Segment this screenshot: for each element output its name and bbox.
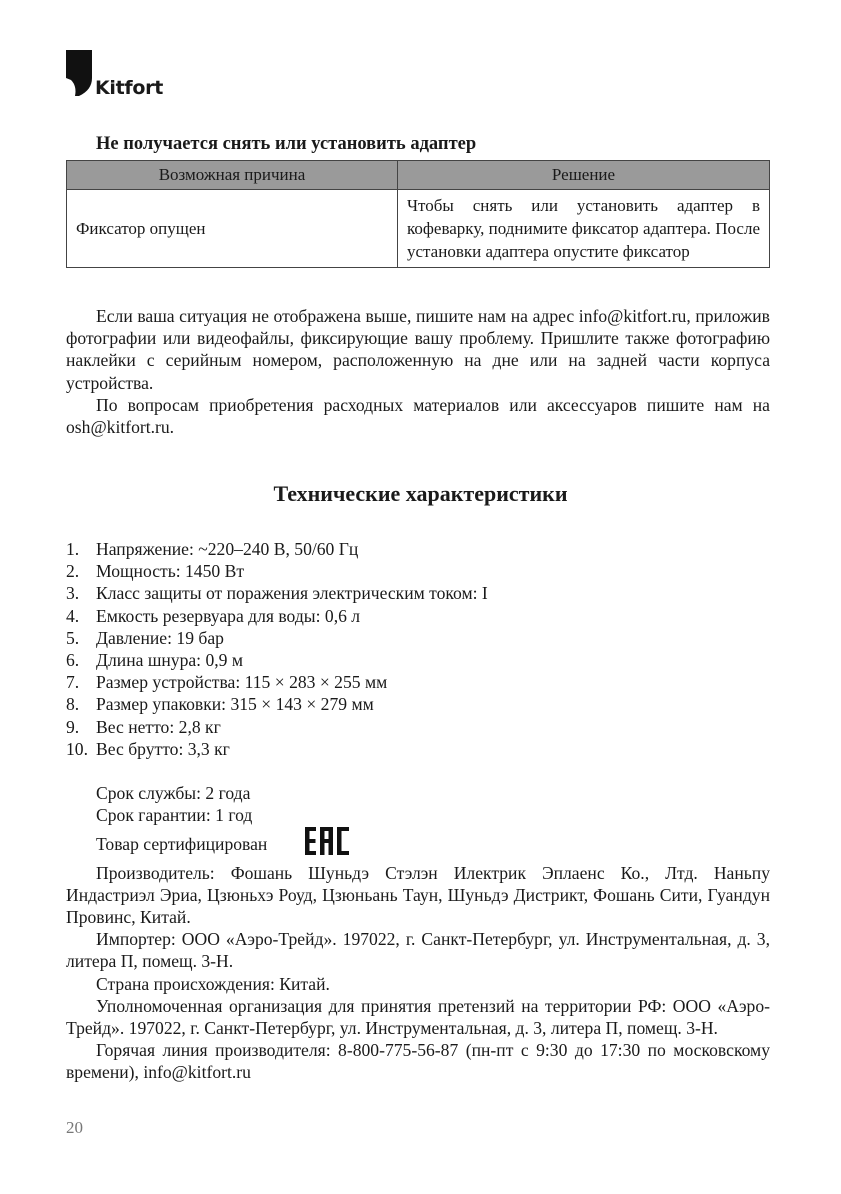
list-item: 1. Напряжение: ~220–240 В, 50/60 Гц [66, 539, 359, 559]
cause-cell: Фиксатор опущен [67, 190, 398, 268]
solution-cell: Чтобы снять или установить адаптер в кофеварку, поднимите фиксатор адаптера. После установки адаптера опустите фиксатор [398, 190, 770, 268]
authorized-organization: Уполномоченная организация для принятия претензий на территории РФ: ООО «Аэро-Трейд». 197022, г. Санкт-Петербург, ул. Инструментальная, д. 3, литера П, помещ. 3-Н. [66, 995, 770, 1039]
importer: Импортер: ООО «Аэро-Трейд». 197022, г. Санкт-Петербург, ул. Инструментальная, д. 3, литера П, помещ. 3-Н. [66, 929, 770, 972]
specs-list [66, 538, 488, 760]
kitfort-logo-mark-icon [66, 50, 92, 96]
service-life: Срок службы: 2 года [96, 783, 251, 803]
country-of-origin: Страна происхождения: Китай. [96, 973, 330, 994]
header-cause: Возможная причина [67, 161, 398, 190]
table-row [67, 190, 770, 268]
list-item: 2. Мощность: 1450 Вт [66, 561, 245, 582]
brand-logo [66, 50, 206, 98]
page-number: 20 [66, 1118, 83, 1137]
list-item: 7. Размер устройства: 115 × 283 × 255 мм [66, 672, 388, 693]
table-header-row [67, 161, 770, 190]
warranty-period: Срок гарантии: 1 год [96, 805, 253, 826]
specs-title: Технические характеристики [273, 481, 568, 506]
list-item: 6. Длина шнура: 0,9 м [66, 650, 243, 671]
hotline: Горячая линия производителя: 8-800-775-56-87 (пн-пт с 9:30 до 17:30 по московскому времени), info@kitfort.ru [66, 1040, 770, 1083]
list-item: 9. Вес нетто: 2,8 кг [66, 716, 221, 737]
trouble-table [66, 160, 770, 268]
certification-line [66, 826, 770, 861]
certification-text: Товар сертифицирован [96, 834, 268, 855]
list-item: 4. Емкость резервуара для воды: 0,6 л [66, 605, 361, 626]
service-info [66, 782, 770, 1084]
header-solution: Решение [398, 161, 770, 190]
trouble-title: Не получается снять или установить адаптер [96, 134, 477, 154]
list-item: 8. Размер упаковки: 315 × 143 × 279 мм [66, 694, 374, 715]
accessories-paragraph: По вопросам приобретения расходных материалов или аксессуаров пишите нам на osh@kitfort.ru. [66, 394, 770, 438]
contact-block [66, 305, 770, 438]
list-item: 5. Давление: 19 бар [66, 627, 224, 648]
brand-name: Kitfort [95, 77, 163, 99]
eac-mark-icon [273, 826, 351, 861]
contact-paragraph: Если ваша ситуация не отображена выше, пишите нам на адрес info@kitfort.ru, приложив фотографии или видеофайлы, фиксирующие вашу проблему. Пришлите также фотографию наклейки с серийным номером, расположенную на дне или на задней части корпуса устройства. [66, 306, 770, 393]
list-item: 10. Вес брутто: 3,3 кг [66, 738, 230, 759]
list-item: 3. Класс защиты от поражения электрическим током: I [66, 583, 488, 604]
manufacturer: Производитель: Фошань Шуньдэ Стэлэн Илектрик Эплаенс Ко., Лтд. Наньпу Индастриэл Эриа, Цзюньхэ Роуд, Цзюньань Таун, Шуньдэ Дистрикт, Фошань Сити, Гуандун Провинс, Китай. [66, 862, 770, 928]
